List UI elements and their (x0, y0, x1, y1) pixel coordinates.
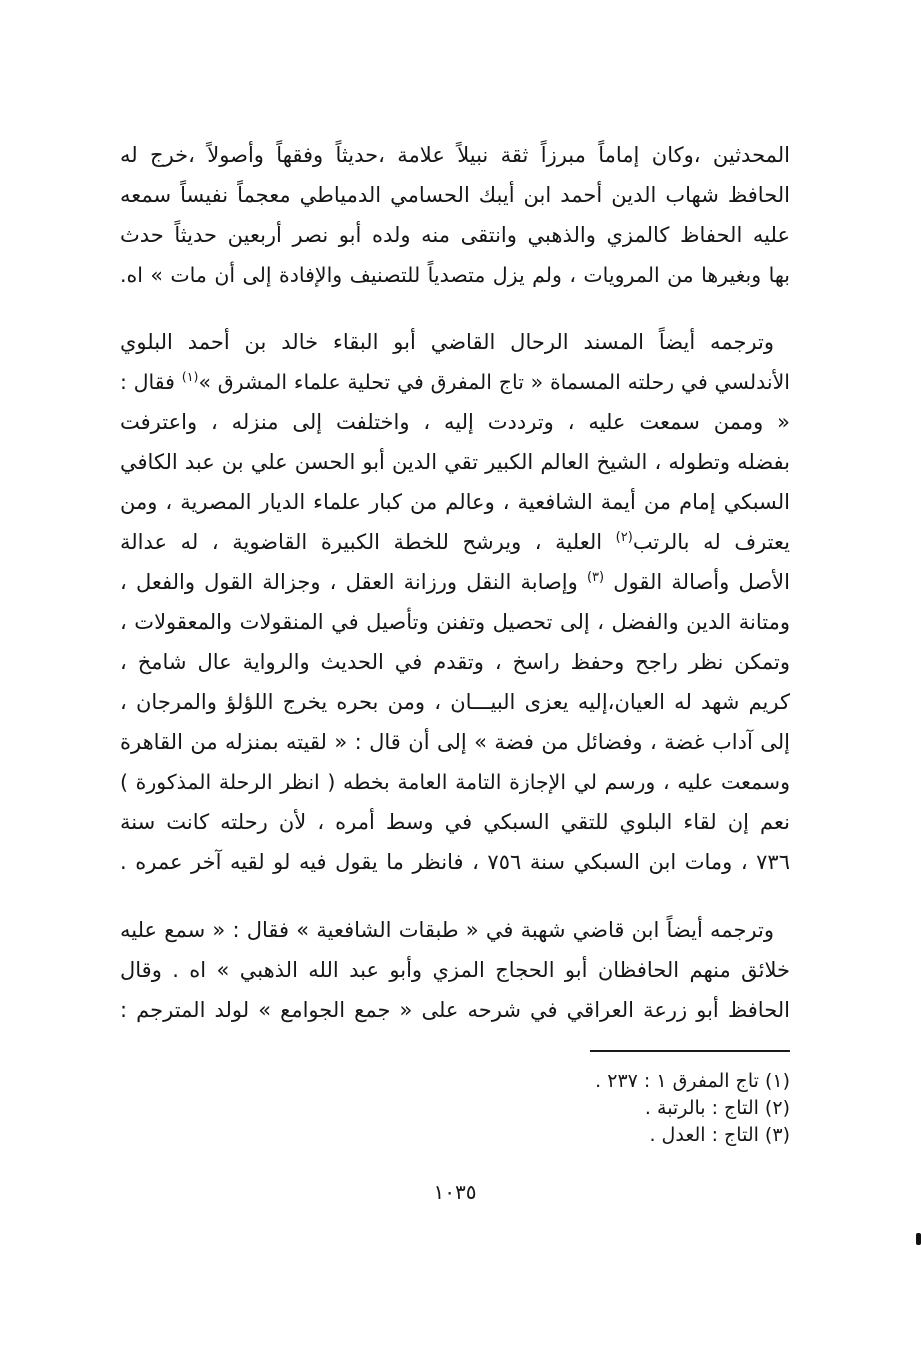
text-line (120, 562, 790, 602)
text-line: كريم شهد له العيان،إليه يعزى البيـــان ، ومن بحره يخرج اللؤلؤ والمرجان ، (120, 690, 790, 714)
text-line: ومتانة الدين والفضل ، إلى تحصيل وتفنن وتأصيل في المنقولات والمعقولات ، (120, 610, 790, 634)
text-line (120, 522, 790, 562)
text-line: وتمكن نظر راجح وحفظ راسخ ، وتقدم في الحديث والرواية عال شامخ ، (120, 650, 790, 674)
text-segment: الأصل وأصالة القول (604, 570, 790, 594)
text-line: وترجمه أيضاً ابن قاضي شهبة في « طبقات الشافعية » فقال : « سمع عليه (120, 918, 774, 942)
text-line: خلائق منهم الحافظان أبو الحجاج المزي وأبو عبد الله الذهبي » اه . وقال (120, 958, 790, 982)
footnote: (٣) التاج : العدل . (649, 1124, 790, 1146)
text-segment: العلية ، ويرشح للخطة الكبيرة القاضوية ، له عدالة (120, 530, 616, 554)
text-line: الحافظ شهاب الدين أحمد ابن أيبك الحسامي الدمياطي معجماً نفيساً سمعه (120, 183, 790, 207)
footnote-marker: (٢) (615, 530, 633, 545)
text-line: الحافظ أبو زرعة العراقي في شرحه على « جمع الجوامع » لولد المترجم : (120, 998, 790, 1022)
footnote: (٢) التاج : بالرتبة . (644, 1097, 790, 1119)
scan-mark (916, 1233, 921, 1245)
text-line: وسمعت عليه ، ورسم لي الإجازة التامة العامة بخطه ( انظر الرحلة المذكورة ) (120, 770, 790, 794)
text-line: بها وبغيرها من المرويات ، ولم يزل متصدياً للتصنيف والإفادة إلى أن مات » اه. (120, 263, 790, 287)
text-line: إلى آداب غضة ، وفضائل من فضة » إلى أن قال : « لقيته بمنزله من القاهرة (120, 730, 790, 754)
footnote-marker: (١) (181, 369, 199, 385)
text-segment: فقال : (120, 370, 182, 394)
text-line (120, 362, 790, 402)
paragraph-1 (120, 135, 790, 295)
footnote: (١) تاج المفرق ١ : ٢٣٧ . (595, 1070, 790, 1092)
text-line: ٧٣٦ ، ومات ابن السبكي سنة ٧٥٦ ، فانظر ما يقول فيه لو لقيه آخر عمره . (120, 850, 790, 874)
text-line: « وممن سمعت عليه ، وترددت إليه ، واختلفت إلى منزله ، واعترفت (120, 410, 790, 434)
page-number: ١٠٣٥ (433, 1180, 477, 1204)
text-line: المحدثين ،وكان إماماً مبرزاً ثقة نبيلاً علامة ،حديثاً وفقهاً وأصولاً ،خرج له (120, 143, 790, 167)
paragraph-2 (120, 322, 790, 882)
paragraph-3 (120, 910, 790, 1030)
footnotes (120, 1068, 790, 1149)
text-line: عليه الحفاظ كالمزي والذهبي وانتقى منه ولده أبو نصر أربعين حديثاً حدث (120, 223, 790, 247)
text-segment: الأندلسي في رحلته المسماة « تاج المفرق في تحلية علماء المشرق » (198, 370, 790, 394)
text-line: نعم إن لقاء البلوي للتقي السبكي في وسط أمره ، لأن رحلته كانت سنة (120, 810, 790, 834)
text-line: السبكي إمام من أيمة الشافعية ، وعالم من كبار علماء الديار المصرية ، ومن (120, 490, 790, 514)
text-segment: يعترف له بالرتب (632, 530, 790, 554)
text-line: وترجمه أيضاً المسند الرحال القاضي أبو البقاء خالد بن أحمد البلوي (120, 330, 774, 354)
footnote-marker: (٣) (586, 570, 605, 585)
text-segment: وإصابة النقل ورزانة العقل ، وجزالة القول والفعل ، (120, 570, 587, 594)
text-line: بفضله وتطوله ، الشيخ العالم الكبير تقي الدين أبو الحسن علي بن عبد الكافي (120, 450, 790, 474)
footnote-separator (590, 1050, 790, 1052)
